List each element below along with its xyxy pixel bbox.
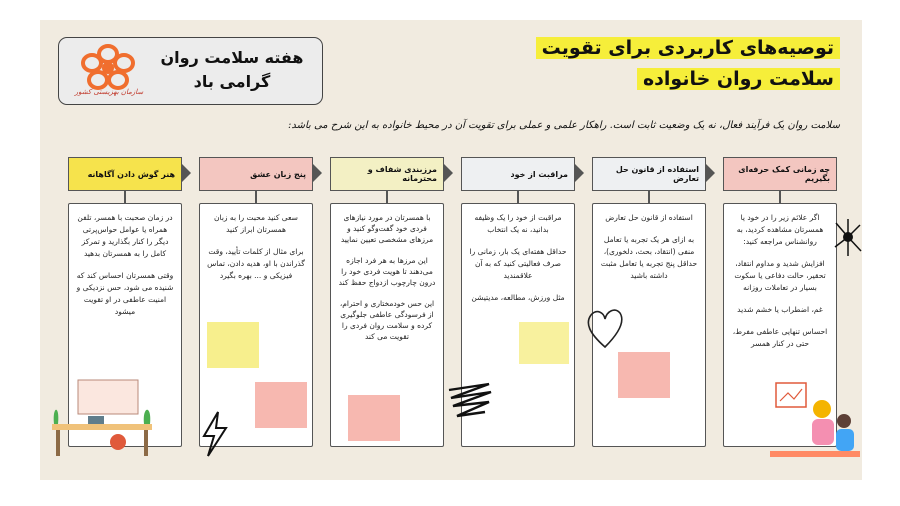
spider-doodle-icon — [833, 217, 862, 257]
column-header — [461, 157, 575, 191]
connector-line — [255, 191, 257, 203]
column-love-languages — [199, 157, 313, 447]
card-paragraph: این مرزها به هر فرد اجازه می‌دهند تا هویت فردی خود را درون چارچوب ازدواج حفظ کند — [338, 256, 436, 287]
sticky-note — [519, 322, 569, 364]
column-title: مرزبندی شفاف و محترمانه — [367, 165, 437, 183]
column-header — [199, 157, 313, 191]
page-title — [536, 34, 840, 96]
column-header — [68, 157, 182, 191]
card-paragraph: این حس خودمختاری و احترام، از فرسودگی عاطفی جلوگیری کرده و سلامت روان فردی را تقویت می کند — [339, 299, 435, 341]
greeting-text — [152, 46, 312, 94]
greeting-box — [58, 37, 323, 105]
column-conflict-rule — [592, 157, 706, 447]
card-paragraph: افزایش شدید و مداوم انتقاد، تحقیر، حالت دفاعی یا سکوت بسیار در تعاملات روزانه — [734, 259, 826, 292]
scribble-icon — [445, 380, 495, 424]
arrow-icon — [313, 164, 322, 182]
card-paragraph: احساس تنهایی عاطفی مفرط، حتی در کنار همسر — [732, 327, 828, 348]
card-paragraph: برای مثال از کلمات تأیید، وقت گذراندن با او، هدیه دادن، تماس فیزیکی و ... بهره بگیرد — [207, 247, 305, 280]
sticky-note — [618, 352, 670, 398]
column-title: پنج زبان عشق — [250, 169, 306, 179]
welfare-logo-icon — [77, 44, 139, 90]
subtitle: سلامت روان یک فرآیند فعال، نه یک وضعیت ثابت است. راهکار علمی و عملی برای تقویت آن در محیط خانواده به این شرح می باشد: — [287, 120, 840, 131]
lightning-icon — [200, 410, 230, 458]
column-header — [592, 157, 706, 191]
card-paragraph: حداقل هفته‌ای یک بار، زمانی را صرف فعالیتی کنید که به آن علاقمندید — [469, 247, 567, 280]
connector-line — [124, 191, 126, 203]
card-paragraph: استفاده از قانون حل تعارض — [605, 213, 693, 222]
arrow-icon — [706, 164, 715, 182]
greeting-line-1: هفته سلامت روان — [160, 48, 304, 67]
column-header — [330, 157, 444, 191]
arrow-icon — [575, 164, 584, 182]
sticky-note — [255, 382, 307, 428]
card-paragraph: با همسرتان در مورد نیازهای فردی خود گفت‌وگو کنید و مرزهای مشخصی تعیین نمایید — [340, 213, 434, 244]
column-title: هنر گوش دادن آگاهانه — [87, 169, 175, 179]
title-line-1: توصیه‌های کاربردی برای تقویت — [536, 37, 840, 59]
card-paragraph: در زمان صحبت با همسر، تلفن همراه یا عوامل حواس‌پرتی دیگر را کنار بگذارید و تمرکز کامل را به همسرتان بدهید — [77, 213, 173, 258]
column-title: چه زمانی کمک حرفه‌ای بگیریم — [738, 165, 830, 183]
greeting-line-2: گرامی باد — [193, 72, 271, 91]
sticky-note — [348, 395, 400, 441]
connector-line — [517, 191, 519, 203]
couple-illustration-icon — [770, 375, 860, 465]
card-paragraph: اگر علائم زیر را در خود یا همسرتان مشاهده کردید، به روانشناس مراجعه کنید: — [736, 213, 824, 246]
connector-line — [386, 191, 388, 203]
card-paragraph: مثل ورزش، مطالعه، مدیتیشن — [471, 293, 565, 302]
connector-line — [648, 191, 650, 203]
column-header — [723, 157, 837, 191]
sticky-note — [207, 322, 259, 368]
card-paragraph: مراقبت از خود را یک وظیفه بدانید، نه یک انتخاب — [474, 213, 562, 234]
title-line-2: سلامت روان خانواده — [637, 68, 840, 90]
card-paragraph: غم، اضطراب یا خشم شدید — [737, 305, 823, 314]
column-boundaries — [330, 157, 444, 447]
arrow-icon — [182, 164, 191, 182]
arrow-icon — [444, 164, 453, 182]
column-title: مراقبت از خود — [510, 169, 568, 179]
card-paragraph: وقتی همسرتان احساس کند که شنیده می شود، حس نزدیکی و امنیت عاطفی در او تقویت میشود — [76, 271, 174, 316]
heart-scribble-icon — [585, 305, 625, 351]
poster — [40, 20, 862, 480]
logo-caption: سازمان بهزیستی کشور — [74, 88, 144, 96]
office-illustration-icon — [48, 376, 156, 458]
connector-line — [779, 191, 781, 203]
card-paragraph: به ازای هر یک تجربه یا تعامل منفی (انتقاد، بحث، دلخوری)، حداقل پنج تجربه یا تعامل مثبت داشته باشید — [600, 235, 698, 280]
column-title: استفاده از قانون حل تعارض — [615, 165, 699, 183]
card-paragraph: سعی کنید محبت را به زبان همسرتان ابراز کنید — [214, 213, 298, 234]
